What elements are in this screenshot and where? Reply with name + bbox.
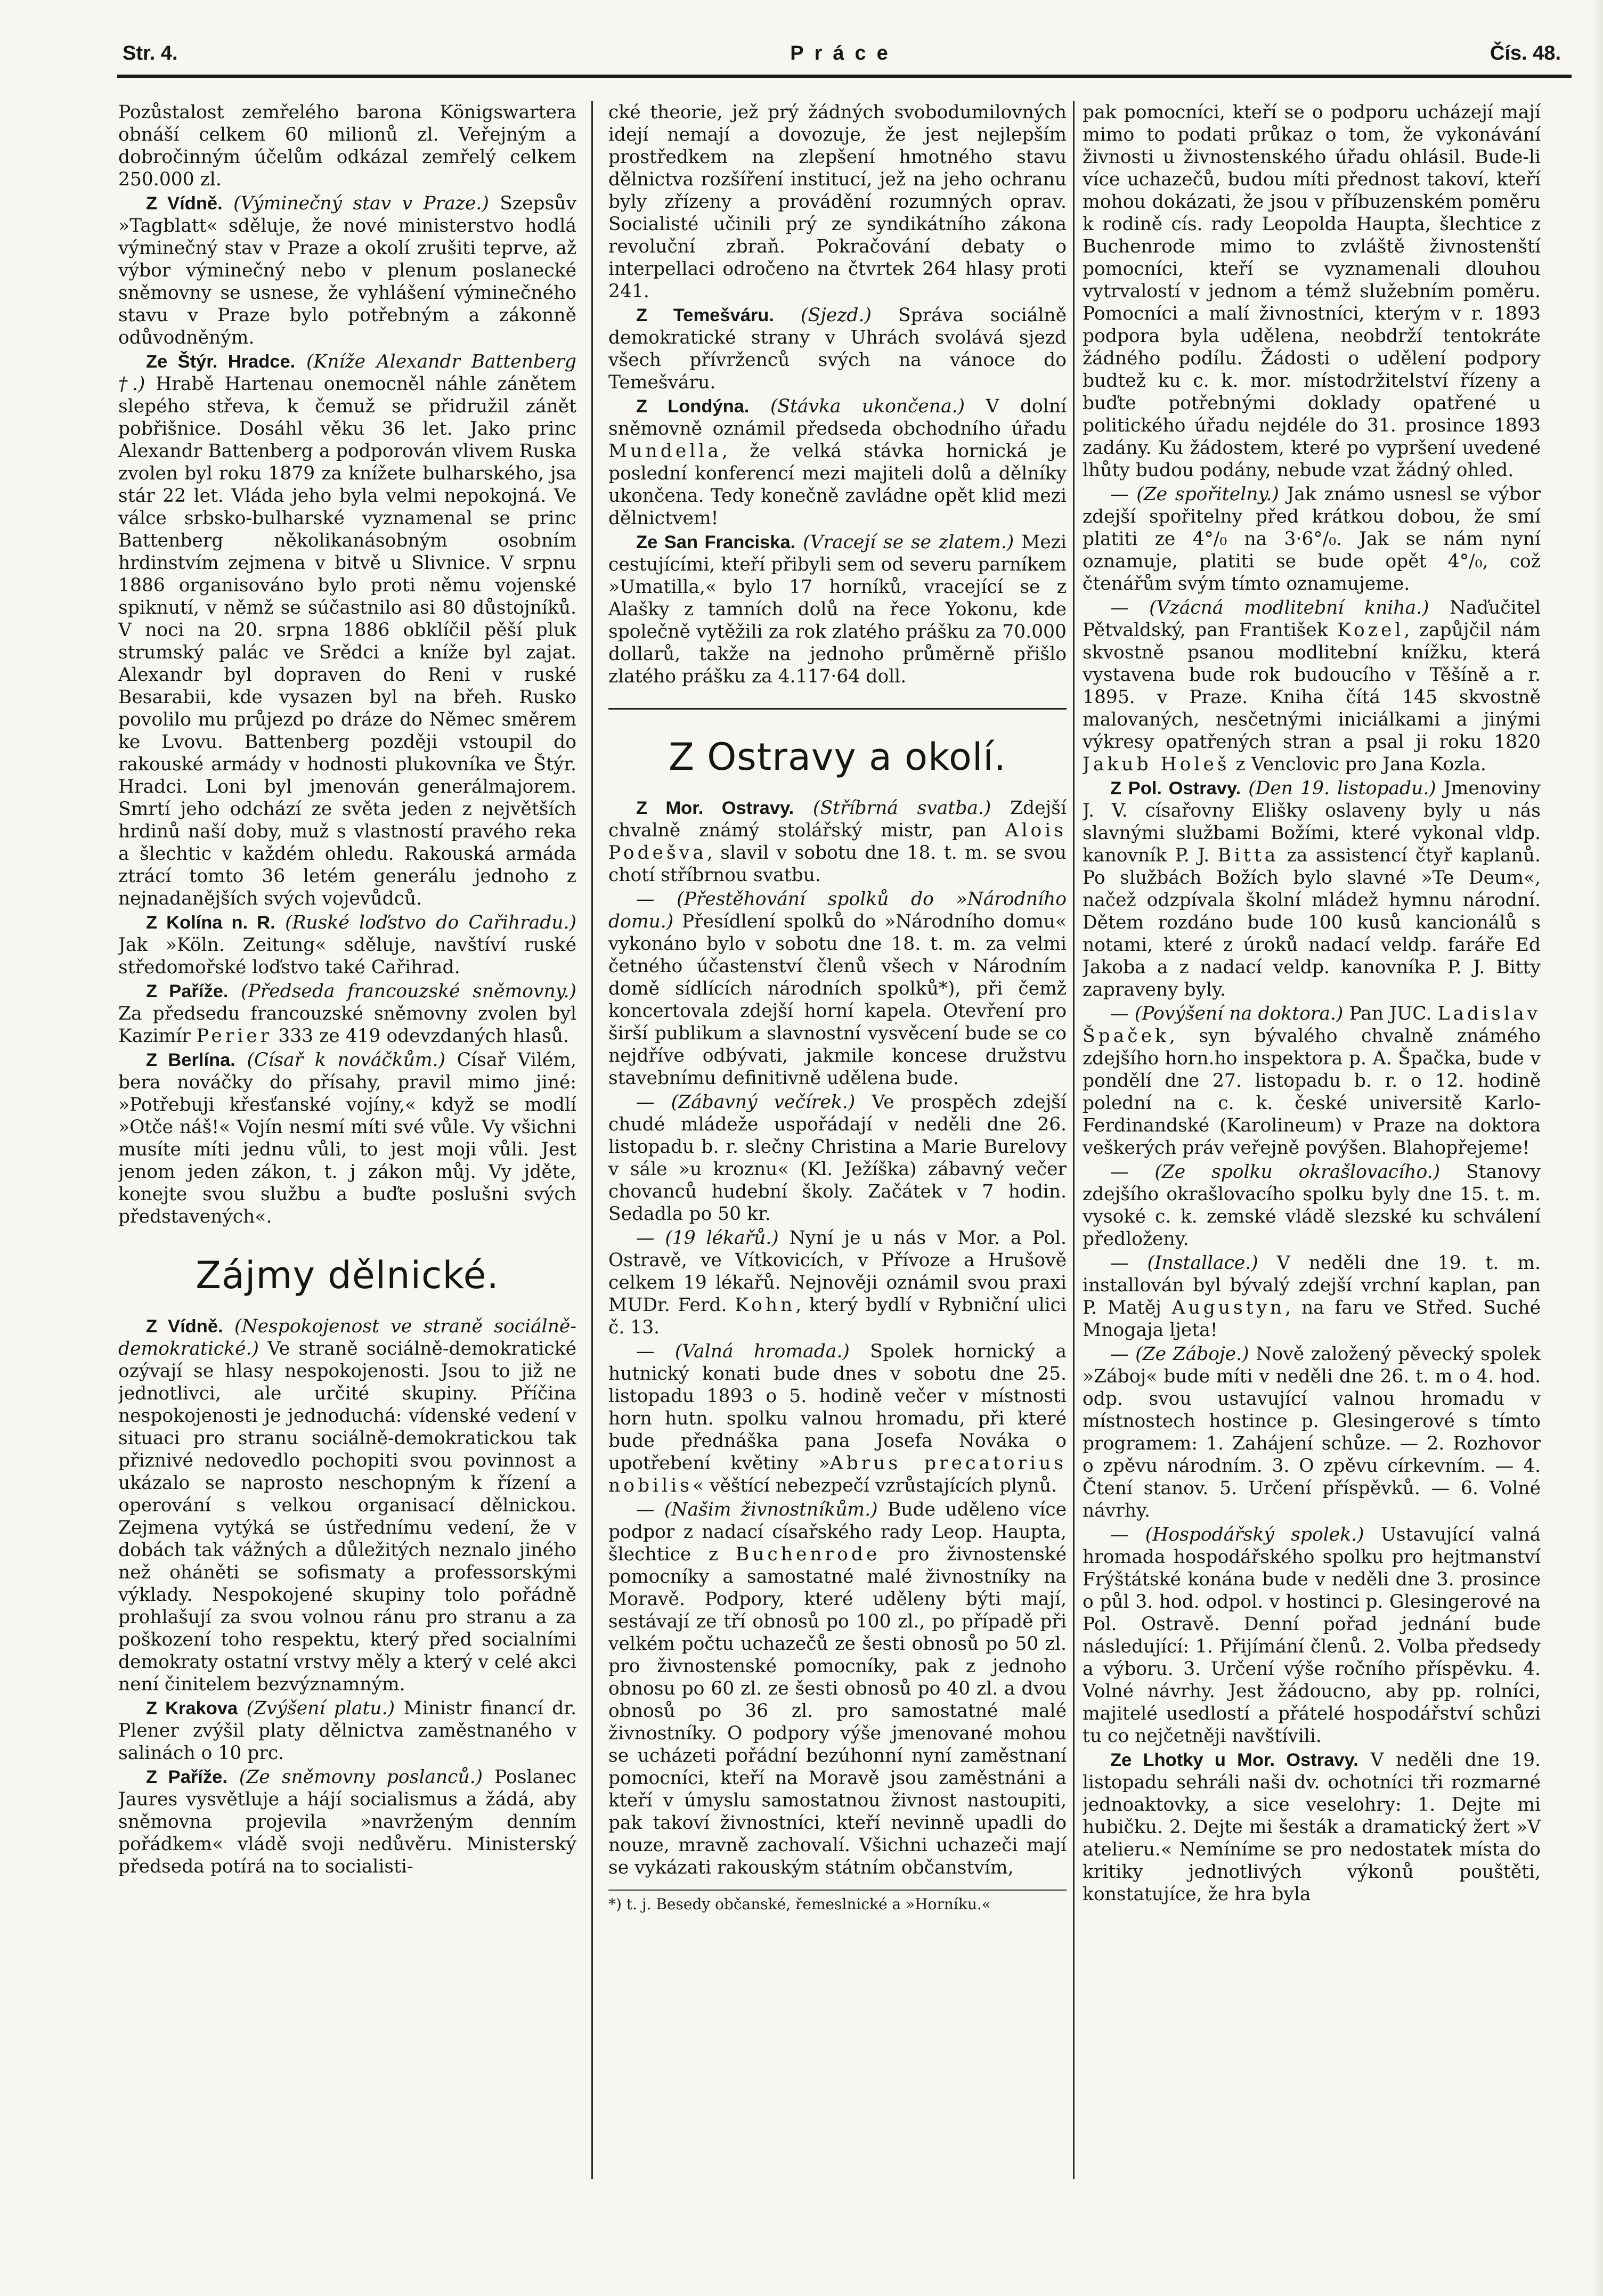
article-subtitle: (Stříbrná svatba.): [813, 797, 991, 819]
article-text: Naďučitel Pětvaldský, pan František: [1083, 597, 1541, 641]
dateline: Z Vídně.: [146, 1316, 223, 1337]
person-name: Bitta: [1217, 845, 1279, 866]
dateline: Ze Štýr. Hradce.: [146, 352, 296, 372]
dateline: Z Mor. Ostravy.: [636, 798, 794, 818]
article-text: Zdejší chvalně známý stolářský mistr, pan: [608, 797, 1067, 841]
person-name: Perier: [196, 1025, 273, 1047]
article-subtitle: (Předseda francouzské sněmovny.): [241, 981, 576, 1002]
article-paragraph: [608, 304, 1067, 394]
article-subtitle: — (19 lékařů.): [636, 1227, 779, 1249]
article-text: Jmenoviny J. V. císařovny Elišky oslaveny byly u nás slavnými službami Božími, které vykonal vldp. kanovník P. J.: [1083, 778, 1541, 866]
article-text: Nově založený pěvecký spolek »Záboj« bude míti v neděli dne 26. t. m o 4. hod. odp. svou ustavující valnou hromadu v místnostech hostince p. Glesingerové s tímto programem: 1. Zahájení schůze. — 2. Rozhovor o zpěvu národním. 3. O zpěvu církevním. — 4. Čtení stanov. 5. Určení příspěvků. — 6. Volné návrhy.: [1083, 1344, 1541, 1521]
issue-number: Čís. 48.: [1490, 42, 1561, 64]
article-paragraph: [608, 888, 1067, 1089]
article-text: Hrabě Hartenau onemocněl náhle zánětem slepého střeva, k čemuž se přidružil zánět pobřišnice. Dosáhl věku 36 let. Jako princ Alexandr Battenberg a podporován vlivem Ruska zvolen byl roku 1879 za knížete bulharského, jsa stár 22 let. Vláda jeho byla velmi nepokojná. Ve válce srbsko-bulharské vyznamenal se princ Battenberg několikanásobným osobním hrdinstvím zejmena v bitvě u Slivnice. V srpnu 1886 organisováno bylo proti němu vojenské spiknutí, v němž se súčastnilo asi 80 důstojníků. V noci na 20. srpna 1886 obklíčil pěší pluk strumský palác ve Srědci a kníže byl zajat. Alexandr byl dopraven do Reni v ruské Besarabii, kde vysazen byl na břeh. Rusko povolilo mu průjezd po dráze do Němec směrem ke Lvovu. Battenberg později vstoupil do rakouské armády v hodnosti plukovníka ve Štýr. Hradci. Loni byl jmenován generálmajorem. Smrtí jeho odchází ze světa jeden z největších hrdinů naší doby, muž s vlastností pravého reka a šlechtic v každém ohledu. Rakouská armáda ztrácí tomto 36 letém generálu jednoho z nejnadanějších svých vojevůdců.: [118, 373, 576, 909]
article-text: Správa sociálně demokratické strany v Uhrách svolává sjezd všech přívrženců svých na vánoce do Temešváru.: [608, 305, 1067, 393]
article-subtitle: (Nespokojenost ve straně sociálně-demokratické.): [118, 1316, 576, 1359]
article-text: , zapůjčil nám skvostně psanou modlitební knížku, která vystavena bude rok budoucího v Těšíně a r. 1895. v Praze. Kniha čítá 145 skvostně malovaných, nesčetnými iniciálkami a jinými výkresy opatřených stran a psal ji roku 1820: [1083, 620, 1541, 753]
page-number: Str. 4.: [123, 42, 178, 64]
person-name: Alois Podešva: [608, 820, 1067, 864]
person-name: Kozel: [1337, 620, 1404, 641]
footnote: *) t. j. Besedy občanské, řemeslnické a »Horníku.«: [608, 1890, 1067, 1914]
section-heading: Zájmy dělnické.: [196, 1253, 499, 1297]
dateline: Ze San Franciska.: [636, 532, 796, 552]
page-edge: [1591, 0, 1603, 2296]
dateline: Ze Lhotky u Mor. Ostravy.: [1110, 1750, 1358, 1770]
article-text: Ve prospěch zdejší chudé mládeže uspořádají v neděli dne 26. listopadu b. r. slečny Christina a Marie Burelovy v sále »u kroznu« (Kl. Ježíška) zábavný večer chovanců hudební školy. Začátek v 7 hodin. Sedadla po 50 kr.: [608, 1092, 1067, 1225]
article-paragraph: [118, 351, 576, 910]
article-paragraph: Pozůstalost zemřelého barona Königswartera obnáší celkem 60 milionů zl. Veřejným a dobročinným účelům odkázal zemřelý celkem 250.000 zl.: [118, 102, 576, 190]
article-text: Poslanec Jaures vysvětluje a hájí socialismus a žádá, aby sněmovna projevila »navrženým denním pořádkem« vládě svoji nedůvěru. Ministerský předseda potírá na to socialisti-: [118, 1766, 576, 1877]
article-text: V dolní sněmovně oznámil předseda obchodního úřadu: [608, 396, 1067, 439]
article-paragraph: [608, 797, 1067, 886]
dateline: Z Paříže.: [146, 981, 229, 1002]
article-paragraph: [118, 1766, 576, 1878]
person-name: Jakub Holeš: [1083, 754, 1230, 775]
article-text: Ustavující valná hromada hospodářského spolku pro hejtmanství Frýštátské konána bude v neděli dne 3. prosince o půl 3. hod. odpol. v hostinci p. Glesingerové na Pol. Ostravě. Denní pořad jednání bude následující: 1. Přijímání členů. 2. Volba předsedy a výboru. 3. Určení výše ročního příspěvku. 4. Volné návrhy. Jest žádoucno, aby pp. rolníci, majitelé usedlostí a přátelé hospodářství schůzi tu co nejčetněji navštívili.: [1083, 1524, 1541, 1747]
column-divider: [591, 101, 593, 2179]
article-paragraph: [1083, 1749, 1541, 1906]
column-2: [608, 101, 1067, 2221]
article-text: Jak známo usnesl se výbor zdejší spořitelny před krátkou dobou, že smí platiti ze 4°/₀ na 3·6°/₀. Jak se nám nyní oznamuje, platiti se bude opět 4°/₀, což čtenářům svým tímto oznamujeme.: [1083, 484, 1541, 595]
article-paragraph: cké theorie, jež prý žádných svobodumilovných idejí nemají a dovozuje, že jest nejlepším prostředkem na zlepšení hmotného stavu dělnictva rozšíření institucí, jež na jeho ochranu byly zřízeny a provádění rozumných oprav. Socialisté učinili prý ze syndikátního zákona revoluční zbraň. Pokračování debaty o interpellaci odročeno na čtvrtek 264 hlasy proti 241.: [608, 102, 1067, 302]
article-text: Ministr financí dr. Plener zvýšil platy dělnictva zaměstnaného v salinách o 10 prc.: [118, 1698, 576, 1764]
person-name: Ladislav Špaček: [1083, 1003, 1541, 1047]
article-paragraph: [118, 1315, 576, 1696]
person-name: Augustyn: [1171, 1297, 1285, 1318]
dateline: Z Berlína.: [146, 1050, 235, 1070]
dateline: Z Londýna.: [636, 396, 750, 417]
article-subtitle: — (Přestěhování spolků do »Národního domu.): [608, 889, 1067, 932]
article-text: Stanovy zdejšího okrašlovacího spolku byly dne 15. t. m. vysoké c. k. zemské vládě slezské ku schválení předloženy.: [1083, 1161, 1541, 1250]
column-1: [118, 101, 576, 2221]
article-text: , syn bývalého chvalně známého zdejšího horn.ho inspektora p. A. Špačka, bude v pondělí dne 27. listopadu b. r. o 12. hodině polední na c. k. české universitě Karlo-Ferdinandské (Karolineum) v Praze na doktora veškerých práv veřejně povýšen. Blahopřejeme!: [1083, 1025, 1541, 1159]
article-paragraph: [1083, 1003, 1541, 1159]
dateline: Z Pol. Ostravy.: [1110, 778, 1241, 799]
article-subtitle: (Den 19. listopadu.): [1248, 778, 1436, 799]
dateline: Z Paříže.: [146, 1767, 227, 1787]
article-paragraph: [118, 911, 576, 979]
article-subtitle: (Stávka ukončena.): [770, 396, 965, 417]
article-paragraph: pak pomocníci, kteří se o podporu ucházejí mají mimo to podati průkaz o tom, že vykonávání živnosti u živnostenského úřadu ohlásil. Bude-li více uchazečů, budou míti přednost takoví, kteří mohou dokázati, že jsou v příbuzenském poměru k rodině cís. rady Leopolda Haupta, šlechtice z Buchenrode mimo to zvláště živnostenští pomocníci, kteří se vyznamenali dlouhou vytrvalostí v jednom a témž služebním poměru. Pomocníci a malí živnostníci, kterým v r. 1893 podpora byla udělena, neobdrží tentokráte žádného podílu. Žádosti o udělení podpory budtež ku c. k. mor. místodržitelství řízeny a buďte potřebnými doklady opatřené u politického úřadu nejdéle do 31. prosince 1893 zadány. Ku žádostem, které po vypršení uvedené lhůty budou podány, nebude vzat žádný ohled.: [1083, 102, 1541, 481]
column-divider: [1073, 101, 1075, 2179]
article-paragraph: [1083, 777, 1541, 1001]
article-paragraph: [118, 1049, 576, 1228]
article-subtitle: — (Ze spolku okrašlovacího.): [1110, 1161, 1441, 1183]
article-text: Za předsedu francouzské sněmovny zvolen byl Kazimír: [118, 1003, 576, 1047]
article-paragraph: [608, 1091, 1067, 1225]
article-paragraph: [608, 1499, 1067, 1879]
article-subtitle: (Císař k nováčkům.): [247, 1049, 446, 1071]
page-header: [117, 37, 1572, 75]
article-text: Přesídlení spolků do »Národního domu« vykonáno bylo v sobotu dne 18. t. m. za velmi četného účastenství členů všech v Národním domě sídlících národních spolků*), při čemž koncertovala zdejší horní kapela. Otevření pro širší publikum a slavnostní vysvěcení bude se co nejdříve odbývati, jakmile koncese družstvu stavebnímu definitivně udělena bude.: [608, 911, 1067, 1089]
article-paragraph: [1083, 1343, 1541, 1522]
article-text: Jak »Köln. Zeitung« sděluje, navštíví ruské středomořské loďstvo také Cařihrad.: [118, 934, 576, 978]
article-paragraph: [608, 1227, 1067, 1339]
article-subtitle: — (Valná hromada.): [636, 1341, 850, 1362]
article-subtitle: — (Hospodářský spolek.): [1110, 1524, 1364, 1545]
article-text: , který bydlí v Rybniční ulici č. 13.: [608, 1294, 1067, 1338]
article-subtitle: (Ruské loďstvo do Cařihradu.): [285, 912, 576, 933]
article-subtitle: (Kníže Alexandr Battenberg †.): [118, 351, 576, 395]
article-text: V neděli dne 19. t. m. installován byl bývalý zdejší vrchní kaplan, pan P. Matěj: [1083, 1252, 1541, 1318]
article-subtitle: (Vracejí se se zlatem.): [803, 532, 1014, 553]
article-text: Bude uděleno více podpor z nadací císařského rady Leop. Haupta, šlechtice z: [608, 1499, 1067, 1565]
article-subtitle: (Ze sněmovny poslanců.): [239, 1766, 483, 1788]
article-text: Spolek hornický a hutnický konati bude dnes v sobotu dne 25. listopadu 1893 o 5. hodině večer v místnosti horn hutn. spolku valnou hromadu, při které bude přednáška pana Josefa Nováka o upotřebení květiny »: [608, 1341, 1067, 1474]
article-subtitle: — (Zábavný večírek.): [636, 1092, 856, 1113]
article-subtitle: — (Installace.): [1110, 1252, 1258, 1274]
article-paragraph: [118, 192, 576, 349]
article-text: Ve straně sociálně-demokratické ozývají se hlasy nespokojenosti. Jsou to již ne jednotlivci, ale určité skupiny. Příčina nespokojenosti je jednoduchá: vídenské vedení v situaci pro stranu sociálně-demokratickou tak přiznivé nedovedlo pochopiti svou povinnost a ukázalo se naprosto neschopným k řízení a operování s velkou organisací dělnickou. Zejmena vytýká se ústřednímu vedení, že v dobách tak vážných a důležitých neznalo jiného než oháněti se sofismaty a professorskými výklady. Nespokojené skupiny tolo pořádně prohlašují za svou volnou ránu pro stranu a za poškození toho respektu, který před socialními demokraty ostatní vrstvy měly a který v celé akci není činitelem bezvýznamným.: [118, 1338, 576, 1695]
article-paragraph: [118, 980, 576, 1047]
plant-name: Abrus precatorius nobilis: [608, 1453, 1067, 1496]
person-name: Kohn: [735, 1294, 796, 1316]
article-paragraph: [1083, 483, 1541, 595]
article-text: Pan JUC.: [1349, 1003, 1432, 1024]
article-text: , na faru ve Střed. Suché Mnogaja ljeta!: [1083, 1297, 1541, 1341]
article-subtitle: (Sjezd.): [801, 305, 872, 326]
article-paragraph: [1083, 1524, 1541, 1747]
dateline: Z Krakova: [146, 1698, 238, 1719]
article-subtitle: (Zvýšení platu.): [246, 1698, 395, 1719]
article-text: Mezi cestujícími, kteří přibyli sem od severu parníkem »Umatilla,« bylo 17 horníků, vracející se z Alašky z tamních dolů na řece Yokonu, kde společně vytěžili za rok zlatého prášku za 70.000 dollarů, takže na jednoho průměrně přišlo zlatého prášku za 4.117·64 doll.: [608, 532, 1067, 687]
article-paragraph: [608, 395, 1067, 530]
article-text: pro živnostenské pomocníky a samostatné malé živnostníky na Moravě. Podpory, které uděleny býti mají, sestávají ze tří obnosů po 100 zl., po případě při velkém počtu uchazečů ze šesti obnosů po 50 zl. pro živnostenské pomocníky, pak z jednoho obnosu po 60 zl. ze šesti obnosů po 40 zl. a dvou obnosů po 36 zl. pro samostatné malé živnostníky. O podpory výše jmenované mohou se ucházeti pořádní bezúhonní nyní zaměstnaní pomocníci, kteří na Moravě jsou zaměstnáni a kteří v úmyslu samostatnou živnost nastoupiti, pak takoví živnostníci, kteří nevinně upadli do nouze, mravně zachovalí. Všichni uchazeči mají se vykázati rakouským státním občanstvím,: [608, 1544, 1067, 1878]
dateline: Z Vídně.: [146, 193, 223, 214]
dateline: Z Kolína n. R.: [146, 913, 275, 933]
article-subtitle: — (Povýšení na doktora.): [1110, 1003, 1344, 1024]
article-text: Szepsův »Tagblatt« sděluje, že nové ministerstvo hodlá výminečný stav v Praze a okolí zrušiti teprve, až výbor výminečný nebo v plenum poslanecké sněmovny se usnese, že vyhlášení výminečného stavu v Praze bylo potřebným a zákonně odůvodněným.: [118, 193, 576, 348]
article-text: V neděli dne 19. listopadu sehráli naši dv. ochotníci tři rozmarné jednoaktovky, a sice veselohry: 1. Dejte mi hubičku. 2. Dejte mi šesták a dramatický žert »V atelieru.« Nemíníme se pro nedostatek místa do kritiky jednotlivých výkonů pouštěti, konstatujíce, že hra byla: [1083, 1749, 1541, 1905]
article-text: Císař Vilém, bera nováčky do přísahy, pravil mimo jiné: »Potřebuji křesťanské vojíny,« když se modlí »Otče náš!« Vojín nesmí míti své vůle. Vy všichni musíte míti jednu vůli, to jest moji vůli. Jest jenom jeden zákon, t. j zákon můj. Vy jděte, konejte svou službu a buďte poslušni svých představených«.: [118, 1049, 576, 1227]
dateline: Z Temešváru.: [636, 305, 774, 325]
section-heading: Z Ostravy a okolí.: [669, 735, 1006, 779]
article-text: , slavil v sobotu dne 18. t. m. se svou chotí stříbrnou svatbu.: [608, 842, 1067, 886]
header-rule: [117, 75, 1572, 78]
newspaper-title: Práce: [790, 42, 899, 64]
article-text: 333 ze 419 odevzdaných hlasů.: [278, 1025, 569, 1047]
article-subtitle: — (Vzácná modlitební kniha.): [1110, 597, 1429, 618]
article-paragraph: [608, 1340, 1067, 1497]
article-paragraph: [1083, 1252, 1541, 1341]
person-name: Mundella: [608, 441, 722, 462]
article-paragraph: [1083, 597, 1541, 776]
article-subtitle: — (Ze Záboje.): [1110, 1344, 1249, 1365]
section-rule: [608, 708, 1067, 710]
article-text: « věštící nebezpečí vzrůstajících plynů.: [692, 1475, 1057, 1496]
column-3: [1083, 101, 1541, 2221]
article-subtitle: — (Našim živnostníkům.): [636, 1499, 878, 1520]
article-paragraph: [118, 1697, 576, 1764]
article-subtitle: (Výminečný stav v Praze.): [233, 193, 489, 214]
person-name: Buchenrode: [735, 1544, 881, 1565]
article-subtitle: — (Ze spořitelny.): [1110, 484, 1279, 505]
article-paragraph: [1083, 1161, 1541, 1250]
article-text: , že velká stávka hornická je poslední konferencí mezi majiteli dolů a dělníky ukončena. Tedy konečně zavládne opět klid mezi dělnictvem!: [608, 441, 1067, 529]
article-paragraph: [608, 531, 1067, 688]
article-text: za assistencí čtyř kaplanů. Po službách Božích bylo slavné »Te Deum«, načež odzpívala školní mládež hymnu národní. Dětem rozdáno bude 100 kusů kancionálů s notami, které z úroků nadací veldp. faráře Ed Jakoba a z nadací veldp. kanovníka P. J. Bitty zapraveny byly.: [1083, 845, 1541, 1000]
article-text: z Venclovic pro Jana Kozla.: [1230, 754, 1486, 775]
article-text: Nyní je u nás v Mor. a Pol. Ostravě, ve Vítkovicích, v Přívoze a Hrušově celkem 19 lékařů. Nejnověji oznámil svou praxi MUDr. Ferd.: [608, 1227, 1067, 1316]
